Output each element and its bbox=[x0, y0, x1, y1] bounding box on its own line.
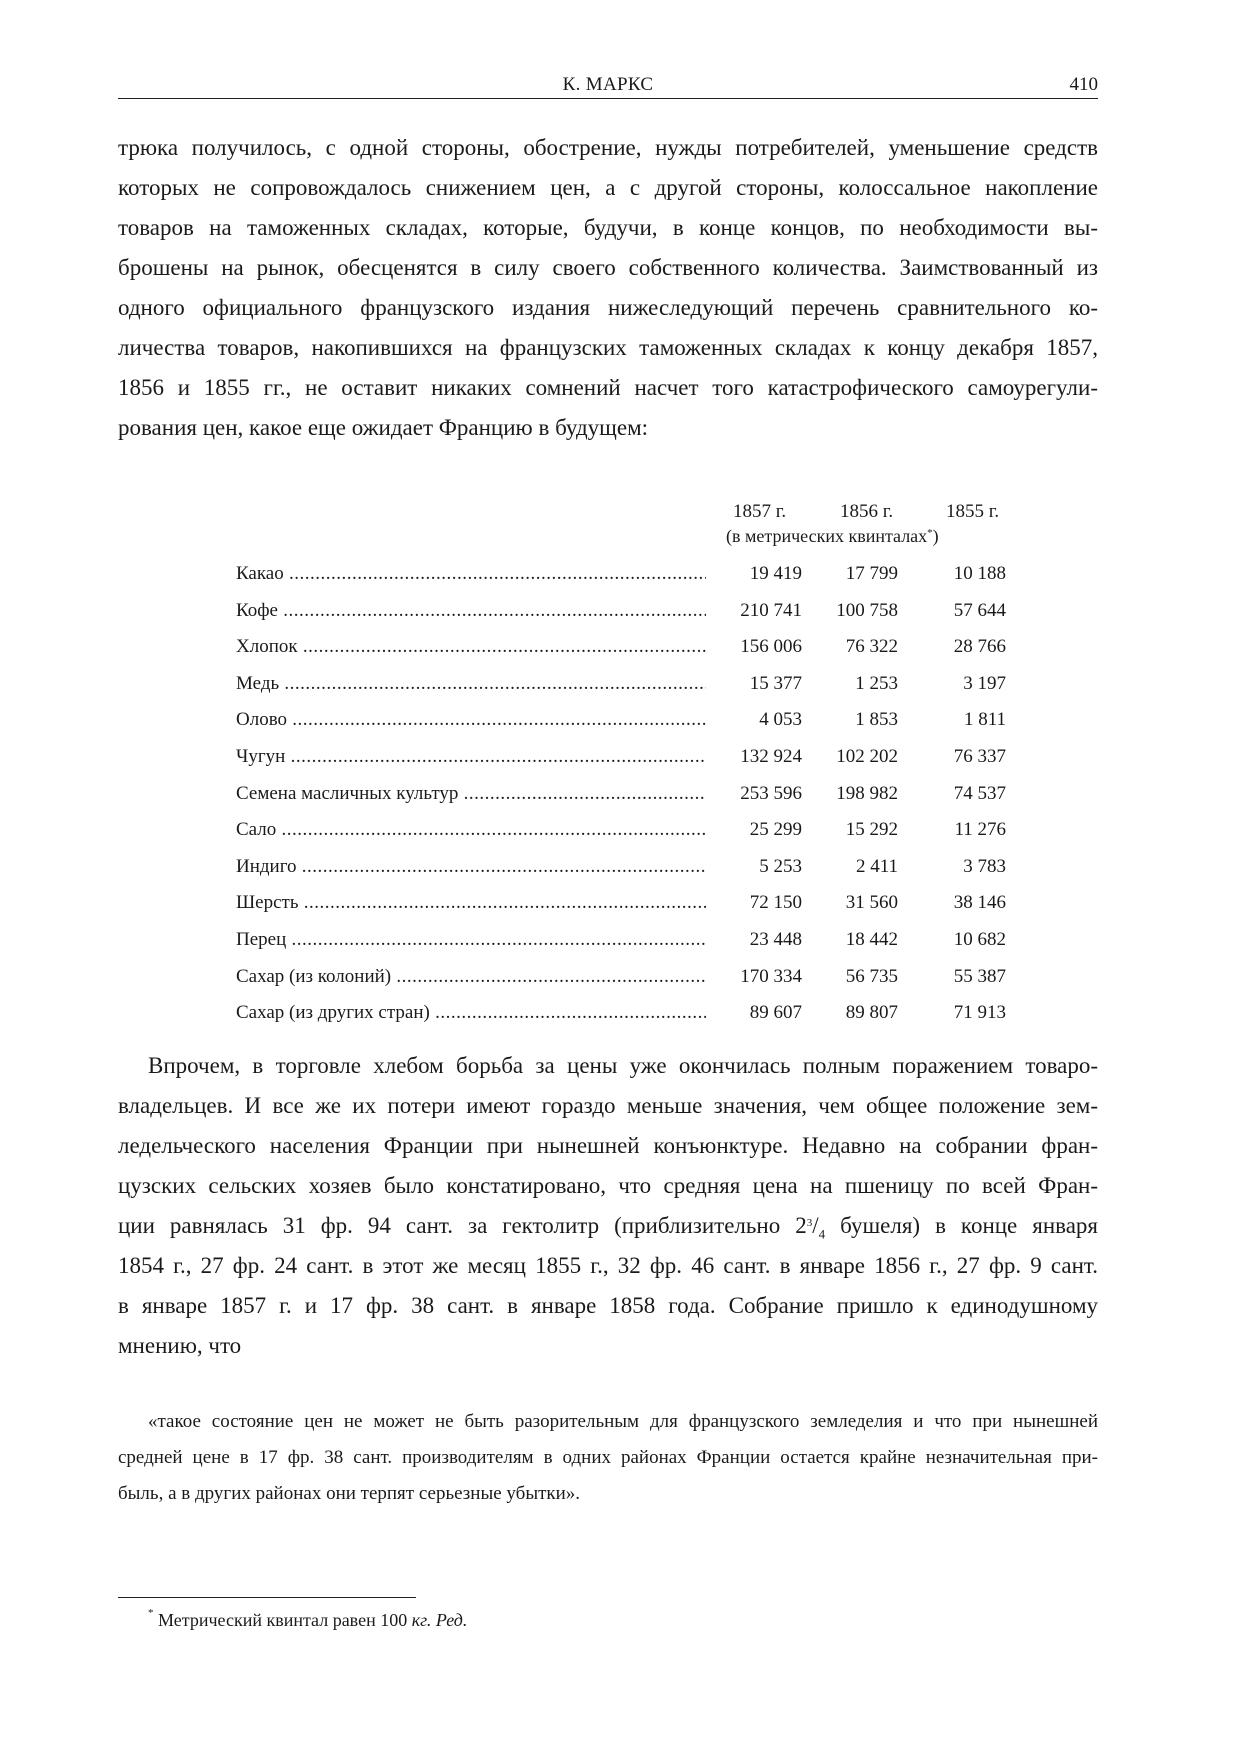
value-1857: 132 924 bbox=[706, 739, 802, 776]
value-1857: 156 006 bbox=[706, 629, 802, 666]
value-1855: 10 682 bbox=[924, 922, 1006, 959]
footnote-unit: кг. bbox=[411, 1610, 432, 1630]
value-1855: 10 188 bbox=[924, 556, 1006, 593]
value-1856: 17 799 bbox=[816, 556, 898, 593]
goods-table bbox=[236, 556, 1036, 1032]
value-1855: 11 276 bbox=[924, 812, 1006, 849]
footnote-marker: * bbox=[927, 527, 933, 539]
value-1857: 5 253 bbox=[706, 849, 802, 886]
value-1856: 89 807 bbox=[816, 995, 898, 1032]
paragraph-2 bbox=[118, 1046, 1098, 1366]
paragraph-line: в январе 1857 г. и 17 фр. 38 сант. в январе 1858 года. Собрание пришло к единодушному bbox=[118, 1293, 1098, 1318]
row-name: Сахар (из других стран) ..... bbox=[236, 995, 716, 1032]
value-1856: 2 411 bbox=[816, 849, 898, 886]
row-name: Шерсть ..... bbox=[236, 885, 716, 922]
value-1857: 170 334 bbox=[706, 959, 802, 996]
row-name: Чугун ..... bbox=[236, 739, 716, 776]
paragraph-line: трюка получилось, с одной стороны, обострение, нужды потребителей, уменьшение средств bbox=[118, 135, 1098, 160]
value-1856: 102 202 bbox=[816, 739, 898, 776]
row-name: Сахар (из колоний) ..... bbox=[236, 959, 716, 996]
paragraph-line: которых не сопровождалось снижением цен, а с другой стороны, колоссальное накопление bbox=[118, 175, 1098, 200]
running-header bbox=[118, 72, 1098, 99]
value-1855: 3 783 bbox=[924, 849, 1006, 886]
value-1856: 76 322 bbox=[816, 629, 898, 666]
value-1857: 25 299 bbox=[706, 812, 802, 849]
block-quote bbox=[118, 1404, 1098, 1512]
value-1856: 198 982 bbox=[816, 776, 898, 813]
value-1856: 56 735 bbox=[816, 959, 898, 996]
value-1856: 15 292 bbox=[816, 812, 898, 849]
column-header-1855: 1855 г. bbox=[946, 501, 1000, 522]
table-row bbox=[236, 849, 1036, 886]
fraction-slash: / bbox=[812, 1213, 819, 1238]
fraction-denominator: 4 bbox=[818, 1226, 826, 1242]
row-name: Медь ..... bbox=[236, 666, 716, 703]
paragraph-line: товаров на таможенных складах, которые, будучи, в конце концов, по необходимости вы- bbox=[118, 215, 1098, 240]
row-name: Какао ..... bbox=[236, 556, 716, 593]
table-row bbox=[236, 776, 1036, 813]
table-row bbox=[236, 556, 1036, 593]
value-1857: 253 596 bbox=[706, 776, 802, 813]
paragraph-line: владельцев. И все же их потери имеют гораздо меньше значения, чем общее положение зем- bbox=[118, 1093, 1098, 1118]
value-1856: 18 442 bbox=[816, 922, 898, 959]
unit-close: ) bbox=[932, 526, 939, 546]
paragraph-line: рования цен, какое еще ожидает Францию в будущем: bbox=[118, 415, 649, 440]
row-name: Индиго ..... bbox=[236, 849, 716, 886]
table-row bbox=[236, 629, 1036, 666]
row-name: Кофе ..... bbox=[236, 593, 716, 630]
header-author: К. МАРКС bbox=[562, 74, 654, 95]
paragraph-line: одного официального французского издания нижеследующий перечень сравнительного ко- bbox=[118, 295, 1098, 320]
paragraph-line: личества товаров, накопившихся на французских таможенных складах к концу декабря 1857, bbox=[118, 335, 1098, 360]
row-name: Семена масличных культур ..... bbox=[236, 776, 716, 813]
unit-text: (в метрических квинталах bbox=[726, 526, 928, 546]
value-1855: 74 537 bbox=[924, 776, 1006, 813]
table-row bbox=[236, 885, 1036, 922]
value-1855: 76 337 bbox=[924, 739, 1006, 776]
table-row bbox=[236, 702, 1036, 739]
value-1857: 15 377 bbox=[706, 666, 802, 703]
value-1856: 1 253 bbox=[816, 666, 898, 703]
row-name: Хлопок ..... bbox=[236, 629, 716, 666]
column-header-1856: 1856 г. bbox=[840, 501, 894, 522]
line-text: ции равнялась 31 фр. 94 сант. за гектолитр (приблизительно 2 bbox=[118, 1213, 807, 1238]
paragraph-line: мнению, что bbox=[118, 1333, 242, 1358]
value-1857: 23 448 bbox=[706, 922, 802, 959]
value-1855: 71 913 bbox=[924, 995, 1006, 1032]
quote-line: «такое состояние цен не может не быть разорительным для французского земледелия и что при нынешней bbox=[148, 1411, 1098, 1432]
paragraph-line: 1854 г., 27 фр. 24 сант. в этот же месяц 1855 г., 32 фр. 46 сант. в январе 1856 г., 27 фр. 9 сант. bbox=[118, 1253, 1098, 1278]
quote-line: средней цене в 17 фр. 38 сант. производителям в одних районах Франции остается крайне незначительная при- bbox=[118, 1447, 1098, 1468]
footnote-text: Метрический квинтал равен 100 bbox=[153, 1610, 412, 1630]
value-1856: 31 560 bbox=[816, 885, 898, 922]
value-1855: 38 146 bbox=[924, 885, 1006, 922]
paragraph-line: ледельческого населения Франции при нынешней конъюнктуре. Недавно на собрании фран- bbox=[118, 1133, 1098, 1158]
paragraph-line bbox=[118, 1206, 1098, 1246]
table-row bbox=[236, 812, 1036, 849]
paragraph-line: Впрочем, в торговле хлебом борьба за цены уже окончилась полным поражением товаро- bbox=[148, 1053, 1098, 1078]
table-row bbox=[236, 739, 1036, 776]
quote-line: быль, а в других районах они терпят серьезные убытки». bbox=[118, 1483, 581, 1504]
paragraph-line: брошены на рынок, обесценятся в силу своего собственного количества. Заимствованный из bbox=[118, 255, 1098, 280]
value-1856: 100 758 bbox=[816, 593, 898, 630]
value-1857: 4 053 bbox=[706, 702, 802, 739]
footnote-marker: * bbox=[148, 1607, 154, 1619]
page-number: 410 bbox=[1069, 74, 1098, 95]
line-text: бушеля) в конце января bbox=[825, 1213, 1099, 1238]
footnote bbox=[148, 1607, 468, 1631]
paragraph-1 bbox=[118, 128, 1098, 448]
value-1855: 28 766 bbox=[924, 629, 1006, 666]
table-row bbox=[236, 995, 1036, 1032]
paragraph-line: 1856 и 1855 гг., не оставит никаких сомнений насчет того катастрофического самоурегули- bbox=[118, 375, 1098, 400]
row-name: Перец ..... bbox=[236, 922, 716, 959]
value-1857: 89 607 bbox=[706, 995, 802, 1032]
table-row bbox=[236, 593, 1036, 630]
table-row bbox=[236, 959, 1036, 996]
value-1857: 210 741 bbox=[706, 593, 802, 630]
footnote-rule bbox=[118, 1597, 416, 1598]
row-name: Сало ..... bbox=[236, 812, 716, 849]
table-row bbox=[236, 666, 1036, 703]
value-1857: 19 419 bbox=[706, 556, 802, 593]
value-1855: 1 811 bbox=[924, 702, 1006, 739]
value-1855: 57 644 bbox=[924, 593, 1006, 630]
value-1855: 3 197 bbox=[924, 666, 1006, 703]
row-name: Олово ..... bbox=[236, 702, 716, 739]
value-1856: 1 853 bbox=[816, 702, 898, 739]
value-1855: 55 387 bbox=[924, 959, 1006, 996]
value-1857: 72 150 bbox=[706, 885, 802, 922]
paragraph-line: цузских сельских хозяев было констатировано, что средняя цена на пшеницу по всей Фран- bbox=[118, 1173, 1098, 1198]
table-unit-caption bbox=[726, 524, 939, 548]
footnote-editor: Ред. bbox=[435, 1610, 468, 1630]
column-header-1857: 1857 г. bbox=[733, 501, 787, 522]
table-row bbox=[236, 922, 1036, 959]
fraction-numerator: 3 bbox=[806, 1217, 813, 1229]
